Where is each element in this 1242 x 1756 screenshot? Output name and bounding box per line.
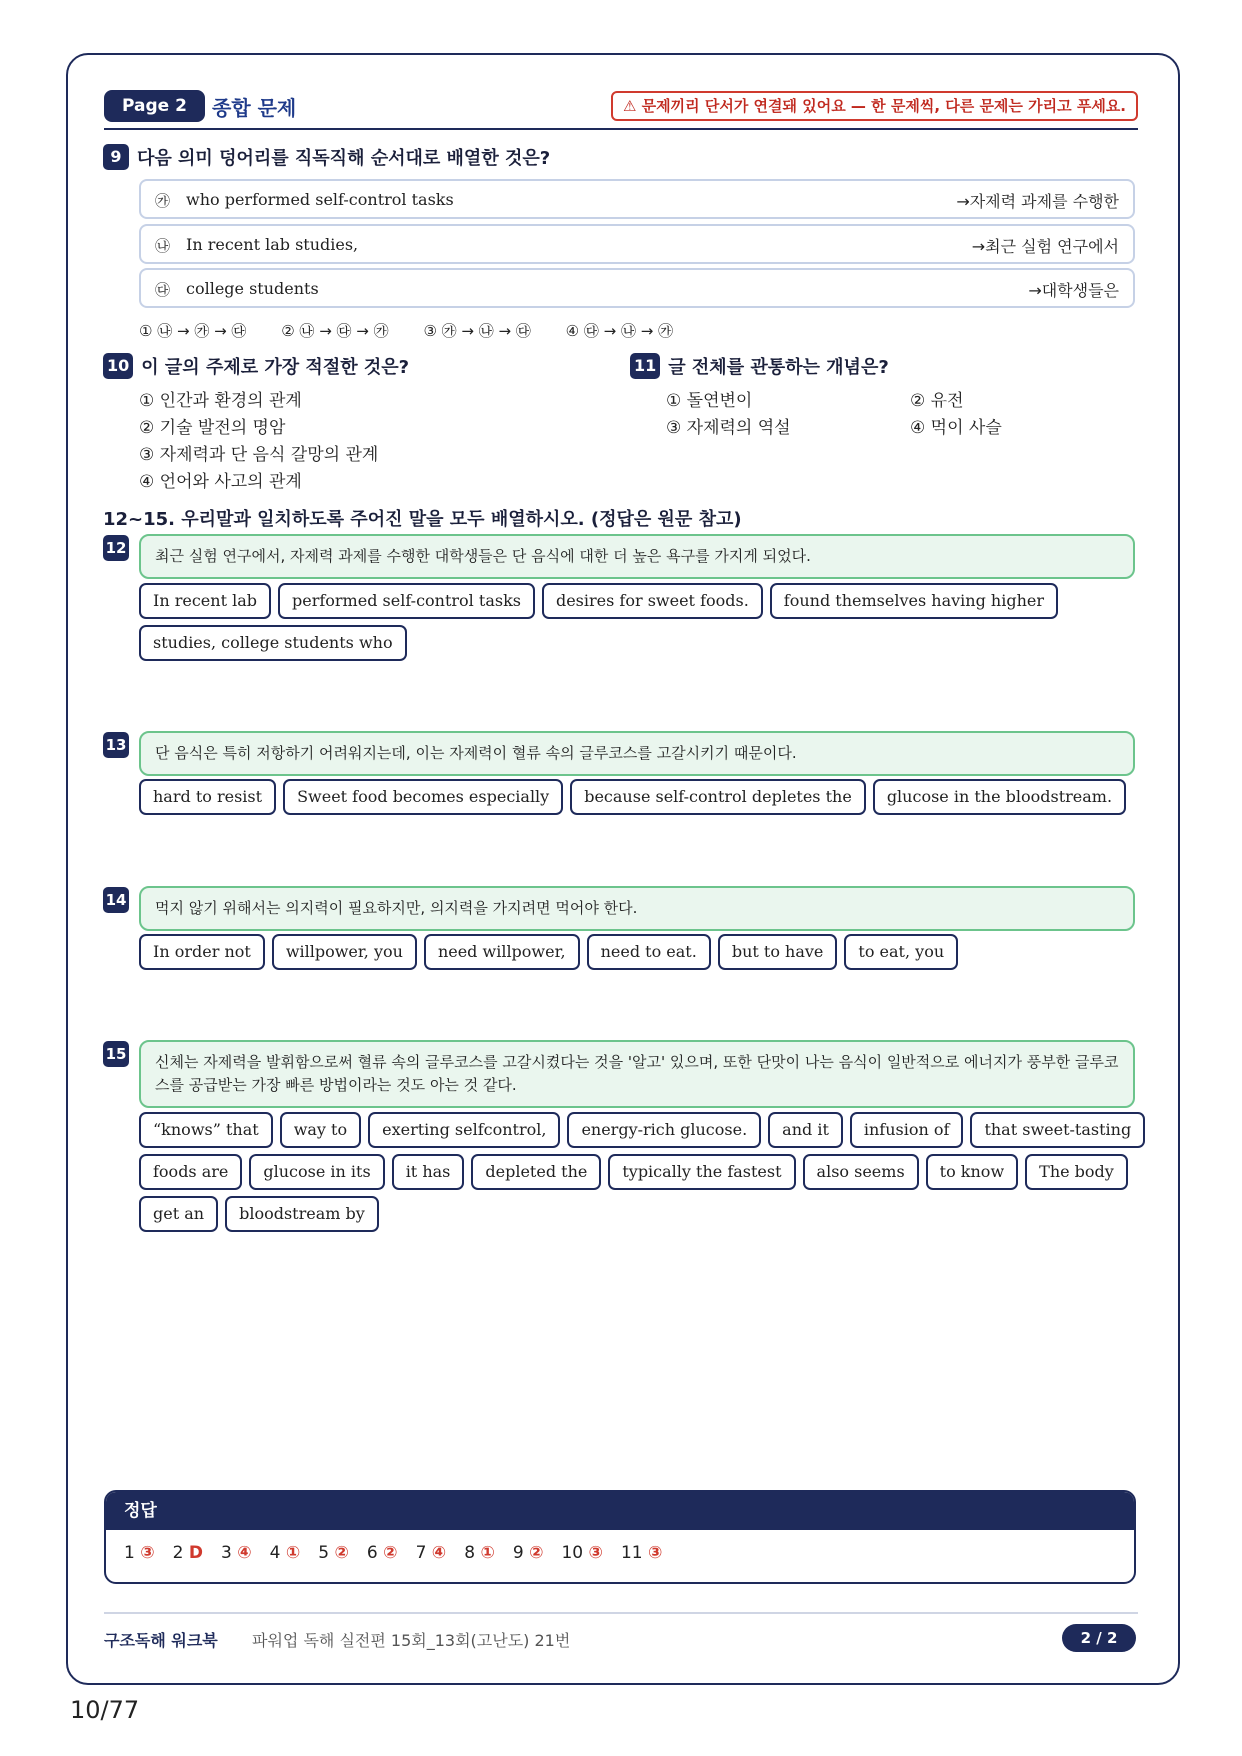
- word-chip[interactable]: need willpower,: [424, 934, 580, 970]
- answer-item: [221, 1543, 252, 1563]
- q9-option[interactable]: ④ ㉰ → ㉯ → ㉮: [565, 322, 674, 340]
- word-chip[interactable]: typically the fastest: [608, 1154, 795, 1190]
- q14-word-row: [139, 934, 958, 970]
- word-chip[interactable]: found themselves having higher: [770, 583, 1058, 619]
- word-chip[interactable]: glucose in its: [249, 1154, 384, 1190]
- q12-word-row: [139, 625, 407, 661]
- answer-number: 2: [172, 1543, 184, 1563]
- answer-number: 7: [415, 1543, 427, 1563]
- answer-number: 6: [366, 1543, 378, 1563]
- word-chip[interactable]: willpower, you: [272, 934, 417, 970]
- q15-word-row: [139, 1154, 1128, 1190]
- word-chip[interactable]: bloodstream by: [225, 1196, 379, 1232]
- answer-value: D: [188, 1543, 203, 1563]
- answer-list: [106, 1530, 1134, 1563]
- q11-option[interactable]: ② 유전: [910, 391, 964, 411]
- word-chip[interactable]: need to eat.: [587, 934, 711, 970]
- word-chip[interactable]: In recent lab: [139, 583, 271, 619]
- word-chip[interactable]: to know: [926, 1154, 1018, 1190]
- word-chip[interactable]: desires for sweet foods.: [542, 583, 763, 619]
- word-chip[interactable]: infusion of: [850, 1112, 964, 1148]
- answer-item: [124, 1543, 155, 1563]
- chunk-english: college students: [186, 279, 319, 298]
- footer-brand: 구조독해 워크북: [104, 1631, 218, 1650]
- q9-number: 9: [103, 144, 129, 170]
- word-chip[interactable]: In order not: [139, 934, 265, 970]
- q13-number: 13: [103, 732, 129, 758]
- answer-item: [318, 1543, 349, 1563]
- chunk-korean: →대학생들은: [1028, 281, 1119, 300]
- word-chip[interactable]: exerting selfcontrol,: [368, 1112, 560, 1148]
- q10-number: 10: [103, 353, 133, 379]
- chunk-english: who performed self-control tasks: [186, 190, 454, 209]
- word-chip[interactable]: hard to resist: [139, 779, 276, 815]
- answer-value: ②: [334, 1543, 349, 1563]
- word-chip[interactable]: depleted the: [471, 1154, 601, 1190]
- chunk-korean: →자제력 과제를 수행한: [956, 192, 1119, 211]
- q15-word-row: [139, 1196, 379, 1232]
- answer-item: [173, 1543, 203, 1563]
- answer-box: [104, 1490, 1136, 1584]
- word-chip[interactable]: foods are: [139, 1154, 242, 1190]
- word-chip[interactable]: way to: [280, 1112, 361, 1148]
- footer-divider: [104, 1612, 1138, 1614]
- q11-option[interactable]: ④ 먹이 사슬: [910, 418, 1002, 438]
- answer-item: [561, 1543, 602, 1563]
- chunk-mark: ㉯: [155, 237, 171, 255]
- q12-word-row: [139, 583, 1058, 619]
- q10-heading: [103, 353, 409, 379]
- word-chip[interactable]: energy-rich glucose.: [567, 1112, 761, 1148]
- word-chip[interactable]: but to have: [718, 934, 838, 970]
- q9-chunk: [139, 179, 1135, 219]
- q11-question: 글 전체를 관통하는 개념은?: [668, 357, 889, 378]
- footer-source: 파워업 독해 실전편 15회_13회(고난도) 21번: [252, 1631, 571, 1650]
- answer-value: ④: [431, 1543, 447, 1563]
- q14-korean-sentence: 먹지 않기 위해서는 의지력이 필요하지만, 의지력을 가지려면 먹어야 한다.: [139, 886, 1135, 931]
- answer-number: 1: [124, 1543, 135, 1563]
- chunk-korean: →최근 실험 연구에서: [971, 237, 1119, 256]
- answer-item: [270, 1543, 301, 1563]
- q13-word-row: [139, 779, 1126, 815]
- q13-korean-sentence: 단 음식은 특히 저항하기 어려워지는데, 이는 자제력이 혈류 속의 글루코스를 고갈시키기 때문이다.: [139, 731, 1135, 776]
- q11-option[interactable]: ③ 자제력의 역설: [666, 418, 791, 438]
- word-chip[interactable]: also seems: [803, 1154, 919, 1190]
- answer-number: 9: [512, 1543, 524, 1563]
- answer-number: 4: [269, 1543, 281, 1563]
- answer-item: [621, 1543, 662, 1563]
- word-chip[interactable]: performed self-control tasks: [278, 583, 535, 619]
- q9-heading: [103, 144, 550, 170]
- word-chip[interactable]: get an: [139, 1196, 218, 1232]
- q15-word-row: [139, 1112, 1145, 1148]
- answer-item: [367, 1543, 398, 1563]
- q15-number: 15: [103, 1041, 129, 1067]
- q9-option[interactable]: ② ㉯ → ㉰ → ㉮: [281, 322, 389, 340]
- answer-item: [416, 1543, 447, 1563]
- page-title: 종합 문제: [212, 96, 297, 120]
- q10-option[interactable]: ③ 자제력과 단 음식 갈망의 관계: [139, 445, 379, 465]
- answer-number: 8: [464, 1543, 476, 1563]
- q11-number: 11: [630, 353, 660, 379]
- chunk-mark: ㉰: [155, 281, 171, 299]
- answer-value: ①: [285, 1543, 301, 1563]
- chunk-english: In recent lab studies,: [186, 235, 359, 254]
- q10-option[interactable]: ① 인간과 환경의 관계: [139, 391, 302, 411]
- q12-korean-sentence: 최근 실험 연구에서, 자제력 과제를 수행한 대학생들은 단 음식에 대한 더 높은 욕구를 가지게 되었다.: [139, 534, 1135, 579]
- answer-value: ②: [529, 1543, 544, 1563]
- answer-value: ①: [480, 1543, 495, 1563]
- answer-value: ③: [647, 1543, 663, 1563]
- answer-value: ②: [383, 1543, 398, 1563]
- q9-options: [139, 320, 703, 341]
- footer-page-indicator: 2 / 2: [1062, 1624, 1136, 1652]
- word-chip[interactable]: it has: [392, 1154, 465, 1190]
- q9-option[interactable]: ③ ㉮ → ㉯ → ㉰: [423, 322, 531, 340]
- q11-option[interactable]: ① 돌연변이: [666, 391, 753, 411]
- answer-title: 정답: [106, 1492, 1134, 1530]
- q10-question: 이 글의 주제로 가장 적절한 것은?: [141, 357, 410, 378]
- answer-item: [464, 1543, 495, 1563]
- q10-option[interactable]: ② 기술 발전의 명암: [139, 418, 286, 438]
- word-chip[interactable]: Sweet food becomes especially: [283, 779, 563, 815]
- word-chip[interactable]: studies, college students who: [139, 625, 407, 661]
- q10-option[interactable]: ④ 언어와 사고의 관계: [139, 472, 302, 492]
- word-chip[interactable]: that sweet-tasting: [970, 1112, 1145, 1148]
- page-label: Page 2: [104, 90, 205, 122]
- q9-question: 다음 의미 덩어리를 직독직해 순서대로 배열한 것은?: [137, 148, 551, 169]
- word-chip[interactable]: “knows” that: [139, 1112, 273, 1148]
- answer-number: 11: [620, 1543, 643, 1563]
- word-chip[interactable]: and it: [768, 1112, 843, 1148]
- q9-option[interactable]: ① ㉯ → ㉮ → ㉰: [139, 322, 247, 340]
- q11-heading: [630, 353, 889, 379]
- q9-chunk: [139, 268, 1135, 308]
- page-header: [104, 90, 1138, 130]
- answer-number: 5: [318, 1543, 330, 1563]
- word-chip[interactable]: The body: [1025, 1154, 1128, 1190]
- word-chip[interactable]: to eat, you: [844, 934, 958, 970]
- section-title: 12~15. 우리말과 일치하도록 주어진 말을 모두 배열하시오. (정답은 원문 참고): [103, 509, 742, 530]
- word-chip[interactable]: because self-control depletes the: [570, 779, 866, 815]
- answer-value: ③: [588, 1543, 603, 1563]
- answer-number: 3: [221, 1543, 232, 1563]
- q12-number: 12: [103, 535, 129, 561]
- page-counter: 10/77: [70, 1696, 140, 1724]
- chunk-mark: ㉮: [155, 192, 171, 210]
- q14-number: 14: [103, 887, 129, 913]
- word-chip[interactable]: glucose in the bloodstream.: [873, 779, 1126, 815]
- q15-korean-sentence: 신체는 자제력을 발휘함으로써 혈류 속의 글루코스를 고갈시켰다는 것을 '알고' 있으며, 또한 단맛이 나는 음식이 일반적으로 에너지가 풍부한 글루코스를 공급받는 가장 빠른 방법이라는 것도 아는 것 같다.: [139, 1040, 1135, 1108]
- q9-chunk: [139, 224, 1135, 264]
- warning-banner: ⚠ 문제끼리 단서가 연결돼 있어요 — 한 문제씩, 다른 문제는 가리고 푸세요.: [611, 91, 1138, 121]
- answer-value: ④: [237, 1543, 252, 1563]
- answer-item: [513, 1543, 544, 1563]
- answer-number: 10: [561, 1543, 584, 1563]
- answer-value: ③: [140, 1543, 155, 1563]
